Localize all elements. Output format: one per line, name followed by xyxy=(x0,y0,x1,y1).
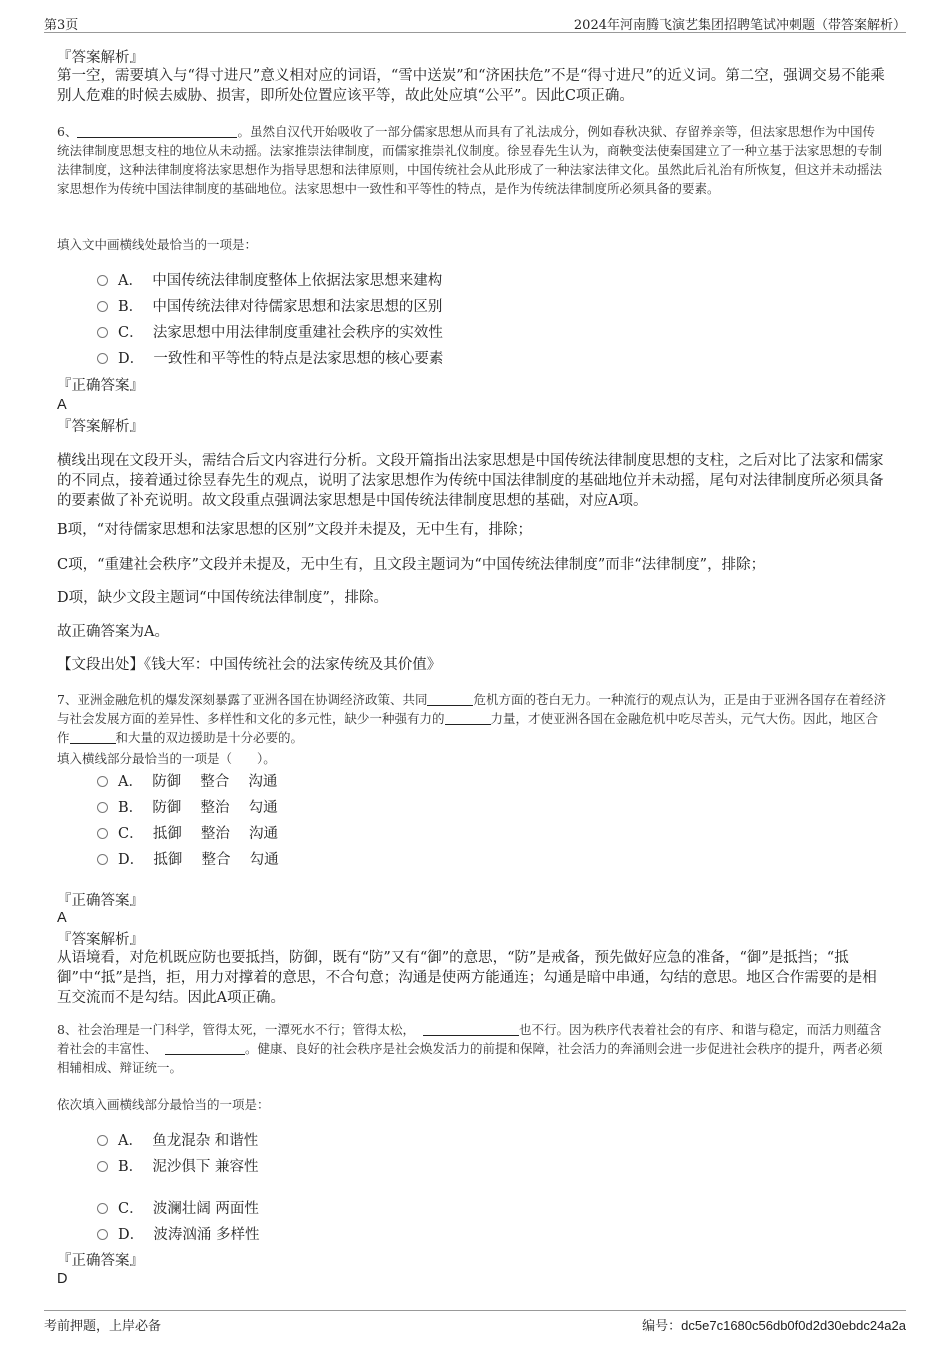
option-text: 抵御 整合 勾通 xyxy=(153,852,279,868)
q7-number: 7、 xyxy=(57,692,78,707)
option-key: A． xyxy=(118,273,143,289)
q7-option-a[interactable] xyxy=(97,772,277,792)
q8-number: 8、 xyxy=(57,1022,78,1037)
option-text: 中国传统法律制度整体上依据法家思想来建构 xyxy=(152,273,443,289)
option-text: 防御 整合 沟通 xyxy=(152,774,278,790)
radio-icon[interactable] xyxy=(97,1161,108,1172)
option-key: D． xyxy=(118,351,145,367)
q7-blank-1 xyxy=(427,693,473,706)
q8-blank-1 xyxy=(423,1023,519,1036)
radio-icon[interactable] xyxy=(97,776,108,787)
q6-prompt: 填入文中画横线处最恰当的一项是： xyxy=(57,237,258,252)
q7-prompt: 填入横线部分最恰当的一项是（ ）。 xyxy=(57,751,276,766)
q7-text-4: 和大量的双边援助是十分必要的。 xyxy=(115,730,304,745)
page-header xyxy=(44,14,906,33)
q7-option-b[interactable] xyxy=(97,798,278,818)
q7-analysis-label: 『答案解析』 xyxy=(57,932,144,948)
option-text: 中国传统法律对待儒家思想和法家思想的区别 xyxy=(152,299,443,315)
q8-correct-answer: D xyxy=(57,1271,68,1287)
option-key: D． xyxy=(118,1227,145,1243)
option-key: D． xyxy=(118,852,145,868)
q7-text-1: 亚洲金融危机的爆发深刻暴露了亚洲各国在协调经济政策、共同 xyxy=(77,692,428,707)
option-text: 鱼龙混杂 和谐性 xyxy=(152,1133,259,1149)
q8-correct-label: 『正确答案』 xyxy=(57,1253,144,1269)
q7-blank-2 xyxy=(445,712,491,725)
q6-analysis-label: 『答案解析』 xyxy=(57,419,144,435)
q6-correct-label: 『正确答案』 xyxy=(57,378,144,394)
option-key: B． xyxy=(118,299,144,315)
q6-analysis-main: 横线出现在文段开头，需结合后文内容进行分析。文段开篇指出法家思想是中国传统法律制度思想的支柱，之后对比了法家和儒家的不同点，接着通过徐昱春先生的观点，说明了法家思想作为传统中国法律制度的基础地位并未动摇，尾句对法律制度所必须具备的要素做了补充说明。故文段重点强调法家思想是中国传统法律制度思想的基础，对应A项。 xyxy=(57,453,884,509)
radio-icon[interactable] xyxy=(97,1135,108,1146)
q6-analysis-conclusion: 故正确答案为A。 xyxy=(57,624,169,640)
q8-text-1: 社会治理是一门科学，管得太死，一潭死水不行；管得太松， xyxy=(77,1022,415,1037)
option-key: A． xyxy=(118,1133,143,1149)
option-text: 波涛汹涌 多样性 xyxy=(153,1227,260,1243)
q8-blank-2 xyxy=(165,1042,245,1055)
q7-text-2: 危机方面的苍白无力。一种流行的观点认为，正是由于亚洲各国存在着经济与社会发展方面的差异性、多样性和文化的多元性，缺少一种强有力的 xyxy=(57,692,886,726)
option-key: A． xyxy=(118,774,143,790)
q7-blank-3 xyxy=(70,731,116,744)
q7-analysis: 从语境看，对危机既应防也要抵挡，防御，既有“防”又有“御”的意思，“防”是戒备，预先做好应急的准备，“御”是抵挡；“抵御”中“抵”是挡，拒，用力对撑着的意思，不合句意；沟通是使两方能通连；勾通是暗中串通，勾结的意思。地区合作需要的是相互交流而不是勾结。因此A项正确。 xyxy=(57,950,877,1006)
radio-icon[interactable] xyxy=(97,828,108,839)
option-key: C． xyxy=(118,1201,144,1217)
radio-icon[interactable] xyxy=(97,301,108,312)
option-key: C． xyxy=(118,325,144,341)
document-title: 2024年河南腾飞演艺集团招聘笔试冲刺题（带答案解析） xyxy=(573,18,906,33)
option-text: 波澜壮阔 两面性 xyxy=(152,1201,259,1217)
q8-option-b[interactable] xyxy=(97,1157,258,1177)
q6-analysis-c: C项，“重建社会秩序”文段并未提及，无中生有，且文段主题词为“中国传统法律制度”而非“法律制度”，排除； xyxy=(57,557,766,573)
q6-analysis-d: D项，缺少文段主题词“中国传统法律制度”，排除。 xyxy=(57,590,388,606)
radio-icon[interactable] xyxy=(97,1229,108,1240)
option-text: 抵御 整治 沟通 xyxy=(152,826,279,842)
option-key: B． xyxy=(118,1159,144,1175)
option-text: 防御 整治 勾通 xyxy=(152,800,278,816)
q7-text-3: 力量，才使亚洲各国在金融危机中吃尽苦头，元气大伤。因此，地区合作 xyxy=(57,711,879,745)
q7-stem xyxy=(57,690,887,747)
radio-icon[interactable] xyxy=(97,802,108,813)
radio-icon[interactable] xyxy=(97,1203,108,1214)
radio-icon[interactable] xyxy=(97,275,108,286)
q6-option-c[interactable] xyxy=(97,323,443,343)
q6-option-a[interactable] xyxy=(97,271,442,291)
option-text: 一致性和平等性的特点是法家思想的核心要素 xyxy=(153,351,444,367)
q7-correct-answer: A xyxy=(57,910,67,926)
option-text: 泥沙俱下 兼容性 xyxy=(152,1159,259,1175)
q8-stem xyxy=(57,1020,887,1077)
q5-analysis-label: 『答案解析』 xyxy=(57,50,144,66)
q6-blank xyxy=(77,125,237,138)
footer-slogan: 考前押题，上岸必备 xyxy=(44,1319,162,1334)
q6-text: 。虽然自汉代开始吸收了一部分儒家思想从而具有了礼法成分，例如春秋决狱、存留养亲等，但法家思想作为中国传统法律制度思想支柱的地位从未动摇。法家推崇法律制度，而儒家推崇礼仪制度。徐昱春先生认为，商鞅变法使秦国建立了一种立基于法家思想的专制法律制度，这种法律制度将法家思想作为指导思想和法律原则，中国传统社会从此形成了一种法家法律文化。虽然此后礼治有所恢复，但这并未动摇法家思想作为传统中国法律制度的基础地位。法家思想中一致性和平等性的特点，是作为传统法律制度所必须具备的要素。 xyxy=(57,124,883,196)
q8-option-c[interactable] xyxy=(97,1199,259,1219)
page-number: 第3页 xyxy=(44,18,79,33)
option-key: B． xyxy=(118,800,144,816)
q8-text-3: 。健康、良好的社会秩序是社会焕发活力的前提和保障，社会活力的奔涌则会进一步促进社会秩序的提升，两者必须相辅相成、辩证统一。 xyxy=(57,1041,883,1075)
q6-correct-answer: A xyxy=(57,397,67,413)
option-text: 法家思想中用法律制度重建社会秩序的实效性 xyxy=(152,325,443,341)
q7-option-c[interactable] xyxy=(97,824,278,844)
q8-prompt: 依次填入画横线部分最恰当的一项是： xyxy=(57,1097,270,1112)
q6-option-b[interactable] xyxy=(97,297,442,317)
q6-number: 6、 xyxy=(57,124,78,139)
option-key: C． xyxy=(118,826,144,842)
radio-icon[interactable] xyxy=(97,353,108,364)
q5-analysis: 第一空，需要填入与“得寸进尺”意义相对应的词语，“雪中送炭”和“济困扶危”不是“得寸进尺”的近义词。第二空，强调交易不能乘别人危难的时候去威胁、损害，即所处位置应该平等，故此处应填“公平”。因此C项正确。 xyxy=(57,68,885,104)
q6-source: 【文段出处】《钱大军：中国传统社会的法家传统及其价值》 xyxy=(57,657,442,673)
q7-correct-label: 『正确答案』 xyxy=(57,893,144,909)
q7-option-d[interactable] xyxy=(97,850,279,870)
q6-stem xyxy=(57,122,887,198)
radio-icon[interactable] xyxy=(97,327,108,338)
q6-option-d[interactable] xyxy=(97,349,443,369)
q8-text-2: 也不行。因为秩序代表着社会的有序、和谐与稳定，而活力则蕴含着社会的丰富性、 xyxy=(57,1022,882,1056)
q8-option-a[interactable] xyxy=(97,1131,258,1151)
document-id: 编号：dc5e7c1680c56db0f0d2d30ebdc24a2a xyxy=(642,1318,906,1333)
radio-icon[interactable] xyxy=(97,854,108,865)
page-footer xyxy=(44,1310,906,1333)
q8-option-d[interactable] xyxy=(97,1225,259,1245)
q6-analysis-b: B项，“对待儒家思想和法家思想的区别”文段并未提及，无中生有，排除； xyxy=(57,522,532,538)
